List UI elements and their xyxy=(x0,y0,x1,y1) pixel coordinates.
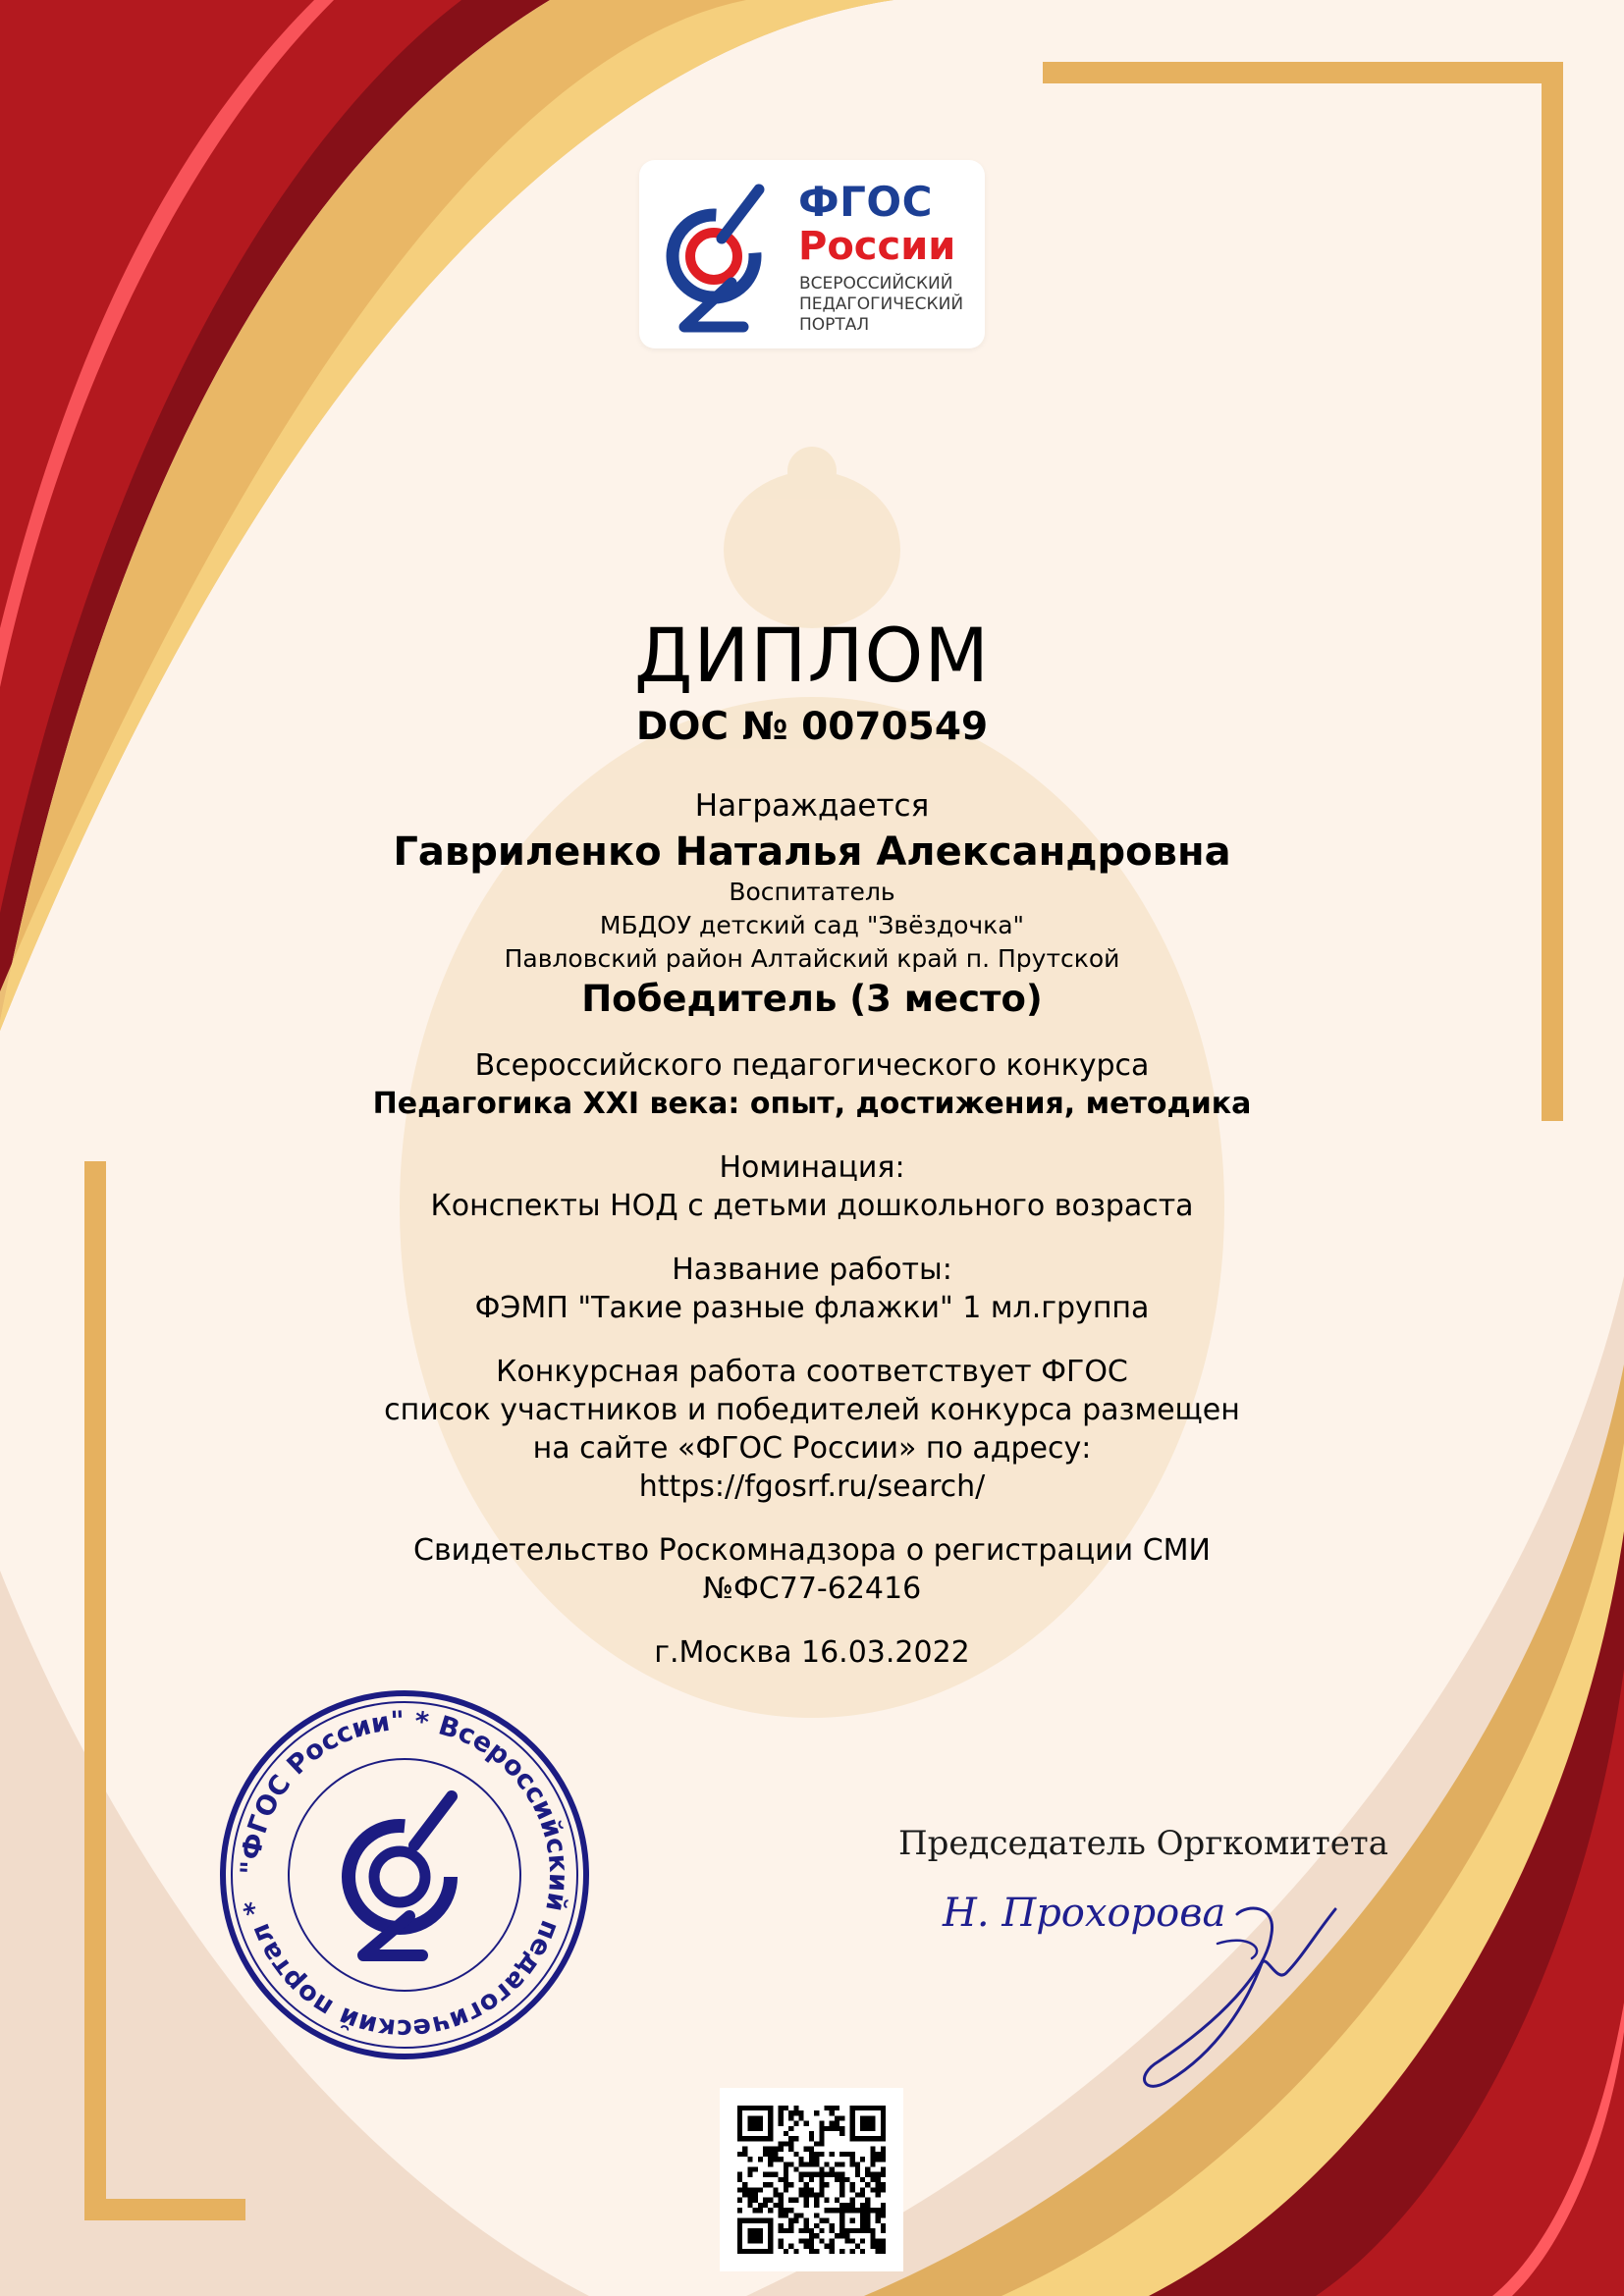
media-registration-number: №ФС77-62416 xyxy=(702,1572,922,1607)
fgos-line-3: на сайте «ФГОС России» по адресу: xyxy=(532,1431,1092,1467)
logo-subtitle-line3: ПОРТАЛ xyxy=(799,315,870,335)
stamp-emblem-icon xyxy=(349,1796,452,1955)
work-title: ФЭМП "Такие разные флажки" 1 мл.группа xyxy=(474,1291,1150,1326)
fgos-line-2: список участников и победителей конкурса размещен xyxy=(384,1393,1240,1428)
fgos-line-1: Конкурсная работа соответствует ФГОС xyxy=(496,1355,1128,1390)
logo-card xyxy=(639,160,985,348)
logo-title-line2: России xyxy=(798,224,956,269)
document-number: DOC № 0070549 xyxy=(635,705,989,749)
nomination-value: Конспекты НОД с детьми дошкольного возраста xyxy=(430,1189,1194,1224)
diploma-title: ДИПЛОМ xyxy=(634,612,990,699)
logo-subtitle xyxy=(799,274,981,336)
recipient-organization: МБДОУ детский сад "Звёздочка" xyxy=(599,911,1025,940)
stamp-seal xyxy=(218,1688,591,2061)
logo-subtitle-line2: ПЕДАГОГИЧЕСКИЙ xyxy=(799,294,964,314)
chair-title: Председатель Оргкомитета xyxy=(898,1824,1388,1863)
contest-name: Педагогика XXI века: опыт, достижения, методика xyxy=(372,1087,1252,1122)
recipient-position: Воспитатель xyxy=(729,878,895,907)
awarded-label: Награждается xyxy=(694,787,930,824)
qr-code-icon[interactable] xyxy=(737,2106,886,2254)
logo-title-line1: ФГОС xyxy=(798,178,933,226)
signature-image xyxy=(923,1865,1355,2101)
media-registration-line-1: Свидетельство Роскомнадзора о регистрации СМИ xyxy=(413,1533,1211,1569)
stamp-ring-text: "ФГОС России" * Всероссийский педагогический портал * xyxy=(235,1705,574,2045)
nomination-label: Номинация: xyxy=(719,1150,905,1186)
fgos-url: https://fgosrf.ru/search/ xyxy=(638,1469,986,1505)
contest-label: Всероссийского педагогического конкурса xyxy=(474,1048,1150,1084)
qr-code-box[interactable] xyxy=(720,2088,903,2271)
diploma-body xyxy=(236,612,1388,1672)
signer-name: Н. Прохорова xyxy=(943,1891,1226,1936)
work-label: Название работы: xyxy=(672,1253,952,1288)
fgos-logo-icon xyxy=(663,170,777,337)
place-and-date: г.Москва 16.03.2022 xyxy=(654,1635,970,1671)
recipient-name: Гавриленко Наталья Александровна xyxy=(393,829,1231,876)
logo-subtitle-line1: ВСЕРОССИЙСКИЙ xyxy=(799,274,953,294)
svg-text:"ФГОС России" * Всероссийский xyxy=(236,1706,573,2044)
award-result: Победитель (3 место) xyxy=(581,978,1043,1021)
recipient-location: Павловский район Алтайский край п. Прутской xyxy=(504,944,1120,974)
